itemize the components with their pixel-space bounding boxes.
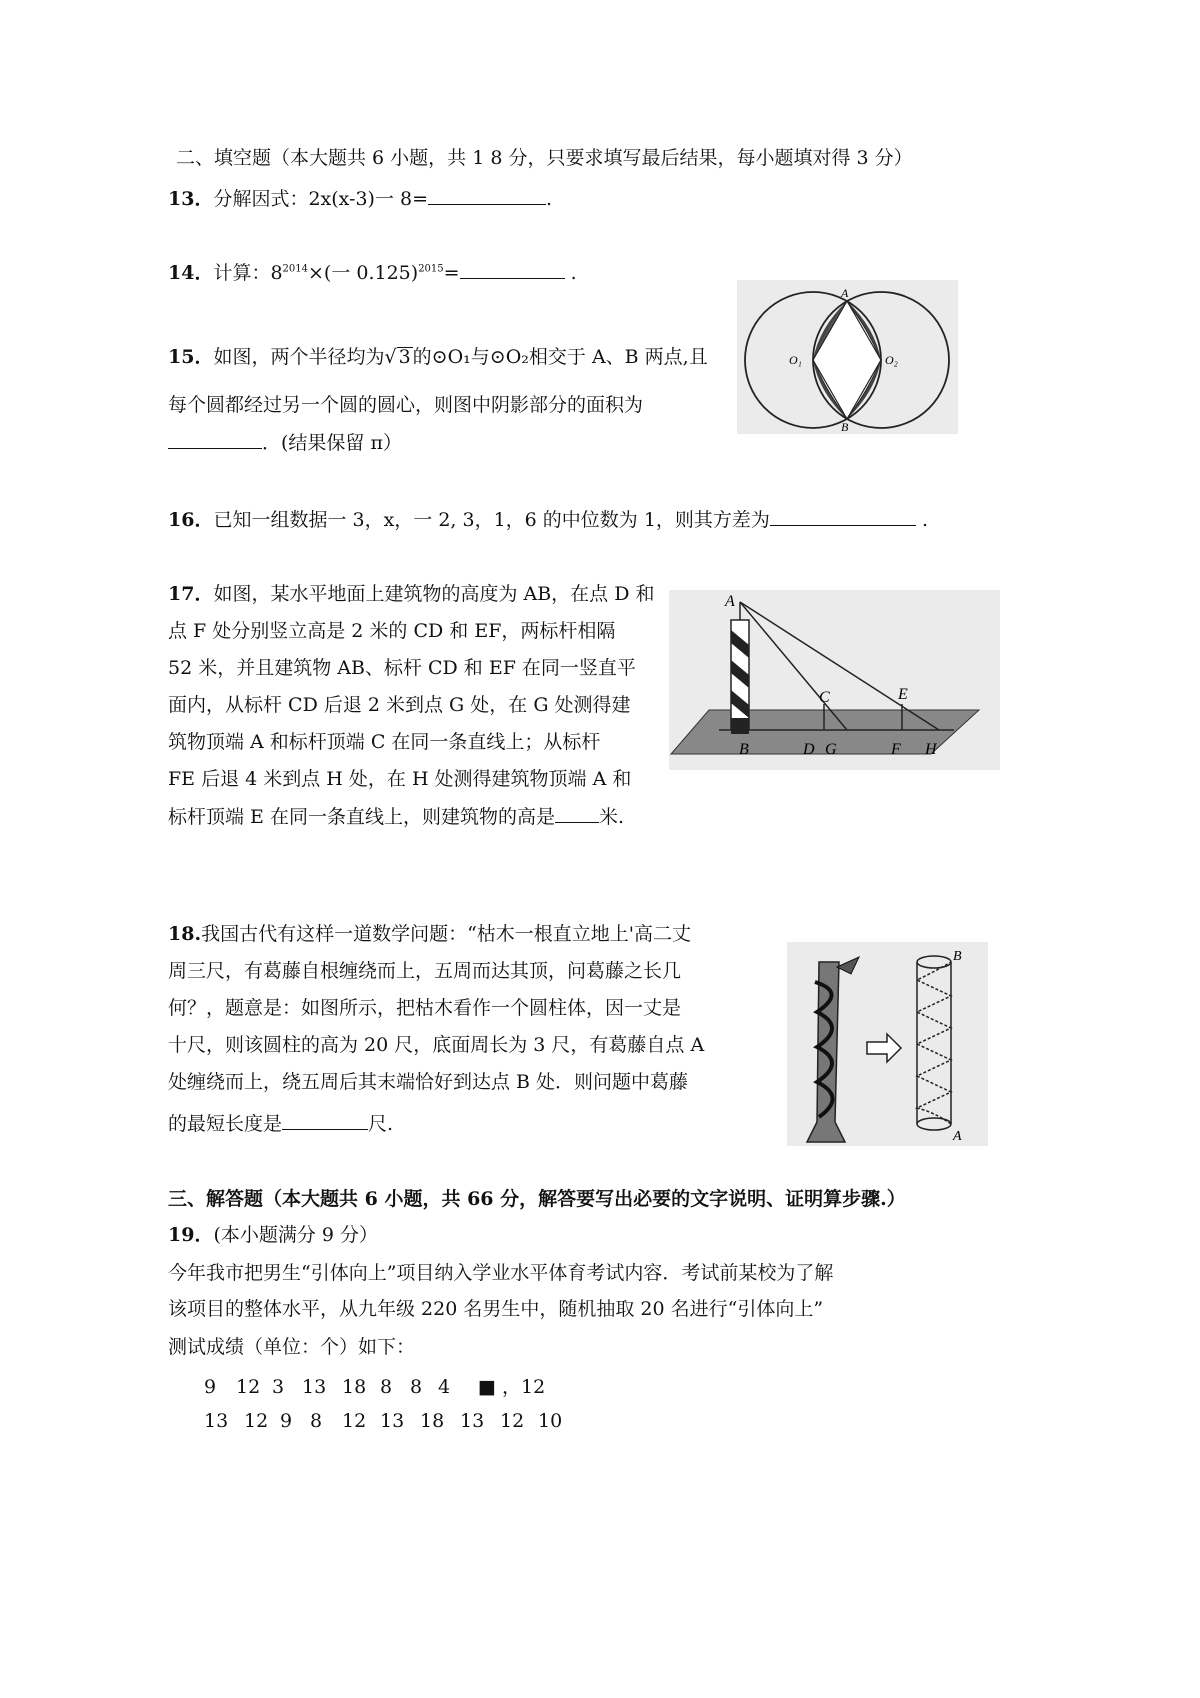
question-18-line-1	[168, 919, 691, 946]
question-18-line-4: 十尺，则该圆柱的高为 20 尺，底面周长为 3 尺，有葛藤自点 A	[168, 1034, 705, 1056]
question-19-line-2: 该项目的整体水平，从九年级 220 名男生中，随机抽取 20 名进行“引体向上”	[168, 1298, 824, 1320]
question-number: 14．	[168, 262, 214, 284]
score-value: 4	[438, 1376, 451, 1398]
question-text: ．(结果保留 π）	[262, 432, 402, 454]
question-end: 尺.	[368, 1113, 394, 1135]
question-17-line-5: 筑物顶端 A 和标杆顶端 C 在同一条直线上；从标杆	[168, 731, 601, 753]
obscured-value: ■	[478, 1376, 496, 1398]
question-score: (本小题满分 9 分）	[213, 1224, 379, 1246]
question-number: 19．	[168, 1224, 214, 1246]
label-a: A	[725, 593, 735, 610]
two-circles-figure	[737, 280, 958, 434]
score-value: 13	[302, 1376, 327, 1398]
score-value: 10	[538, 1410, 563, 1432]
question-18-line-6	[168, 1109, 393, 1136]
question-17-line-6: FE 后退 4 米到点 H 处，在 H 处测得建筑物顶端 A 和	[168, 768, 632, 790]
expression-mid: ×(一 0.125)	[308, 262, 419, 284]
question-number: 17．	[168, 583, 214, 605]
score-value: 3	[272, 1376, 285, 1398]
label-c: C	[819, 689, 830, 706]
score-value: 18	[420, 1410, 445, 1432]
score-value: 18	[342, 1376, 367, 1398]
score-value: 13	[204, 1410, 229, 1432]
label-g: G	[825, 741, 837, 758]
label-a: A	[953, 1129, 962, 1144]
label-b: B	[841, 420, 849, 434]
question-17-line-4: 面内，从标杆 CD 后退 2 米到点 G 处，在 G 处测得建	[168, 694, 631, 716]
answer-blank[interactable]	[428, 186, 546, 205]
label-e: E	[898, 686, 908, 703]
score-value: 12	[342, 1410, 367, 1432]
question-end: .	[546, 188, 553, 210]
section-3-heading: 三、解答题（本大题共 6 小题，共 66 分，解答要写出必要的文字说明、证明算步骤.）	[168, 1188, 906, 1210]
section-2-heading: 二、填空题（本大题共 6 小题，共 1 8 分，只要求填写最后结果，每小题填对得 3 分）	[176, 147, 913, 169]
label-o1: O₁	[789, 353, 802, 367]
score-value: 12	[236, 1376, 261, 1398]
label-b: B	[953, 949, 962, 964]
question-text: 分解因式：2x(x-3)一 8=	[213, 188, 429, 210]
question-18-line-2: 周三尺，有葛藤自根缠绕而上，五周而达其顶，问葛藤之长几	[168, 960, 682, 982]
sqrt-sign: √	[384, 346, 397, 368]
label-f: F	[891, 741, 901, 758]
question-number: 13．	[168, 188, 214, 210]
label-a: A	[841, 286, 849, 300]
question-17-line-2: 点 F 处分别竖立高是 2 米的 CD 和 EF，两标杆相隔	[168, 620, 616, 642]
question-number: 16．	[168, 509, 214, 531]
question-15-line-2: 每个圆都经过另一个圆的圆心，则图中阴影部分的面积为	[168, 394, 644, 416]
question-end: 米.	[598, 806, 624, 828]
question-number: 15．	[168, 346, 214, 368]
question-number: 18.	[168, 923, 202, 945]
question-text: 标杆顶端 E 在同一条直线上，则建筑物的高是	[168, 806, 555, 828]
answer-blank[interactable]	[460, 260, 565, 279]
sqrt-radicand: 3	[398, 346, 411, 368]
question-text: 我国古代有这样一道数学问题：“枯木一根直立地上'高二丈	[201, 923, 692, 945]
expression-base: 计算：8	[213, 262, 283, 284]
exponent-2: 2015	[418, 263, 444, 275]
score-row-1	[204, 1372, 546, 1399]
score-value: 12	[500, 1410, 525, 1432]
score-value: 12	[244, 1410, 269, 1432]
label-h: H	[925, 741, 937, 758]
question-16	[168, 505, 928, 532]
question-text: 的最短长度是	[168, 1113, 283, 1135]
question-text: 如图，某水平地面上建筑物的高度为 AB，在点 D 和	[213, 583, 655, 605]
score-value: ，12	[502, 1376, 546, 1398]
score-value: 8	[310, 1410, 323, 1432]
score-value: 8	[380, 1376, 393, 1398]
question-17-line-1	[168, 579, 655, 606]
question-end: .	[921, 509, 929, 531]
score-value: 13	[380, 1410, 405, 1432]
question-19-line-1: 今年我市把男生“引体向上”项目纳入学业水平体育考试内容．考试前某校为了解	[168, 1262, 834, 1284]
label-o2: O₂	[885, 353, 898, 367]
question-17-line-7	[168, 802, 624, 829]
answer-blank[interactable]	[168, 430, 262, 449]
question-17-line-3: 52 米，并且建筑物 AB、标杆 CD 和 EF 在同一竖直平	[168, 657, 636, 679]
question-15-line-1	[168, 342, 708, 369]
question-19-line-3: 测试成绩（单位：个）如下：	[168, 1336, 416, 1358]
expression-eq: =	[443, 262, 460, 284]
score-value: 13	[460, 1410, 485, 1432]
question-15-line-3	[168, 428, 402, 455]
question-19-header	[168, 1220, 378, 1247]
question-18-line-3: 何？，题意是：如图所示，把枯木看作一个圆柱体，因一丈是	[168, 997, 682, 1019]
question-18-line-5: 处缠绕而上，绕五周后其末端恰好到达点 B 处．则问题中葛藤	[168, 1071, 689, 1093]
score-value: 9	[280, 1410, 293, 1432]
question-13	[168, 184, 552, 211]
label-d: D	[803, 741, 815, 758]
answer-blank[interactable]	[555, 804, 599, 823]
question-text: 已知一组数据一 3，x，一 2, 3，1，6 的中位数为 1，则其方差为	[213, 509, 770, 531]
question-end: .	[570, 262, 577, 284]
exponent-1: 2014	[282, 263, 308, 275]
answer-blank[interactable]	[770, 507, 916, 526]
score-value: 9	[204, 1376, 217, 1398]
question-text: 如图，两个半径均为	[213, 346, 385, 368]
tree-vine-figure	[787, 942, 988, 1146]
building-poles-figure	[669, 590, 1000, 770]
score-row-2	[204, 1410, 568, 1432]
score-value: 8	[410, 1376, 423, 1398]
question-14	[168, 258, 577, 285]
label-b: B	[739, 741, 749, 758]
answer-blank[interactable]	[282, 1111, 368, 1130]
question-text: 的⊙O₁与⊙O₂相交于 A、B 两点,且	[412, 346, 708, 368]
